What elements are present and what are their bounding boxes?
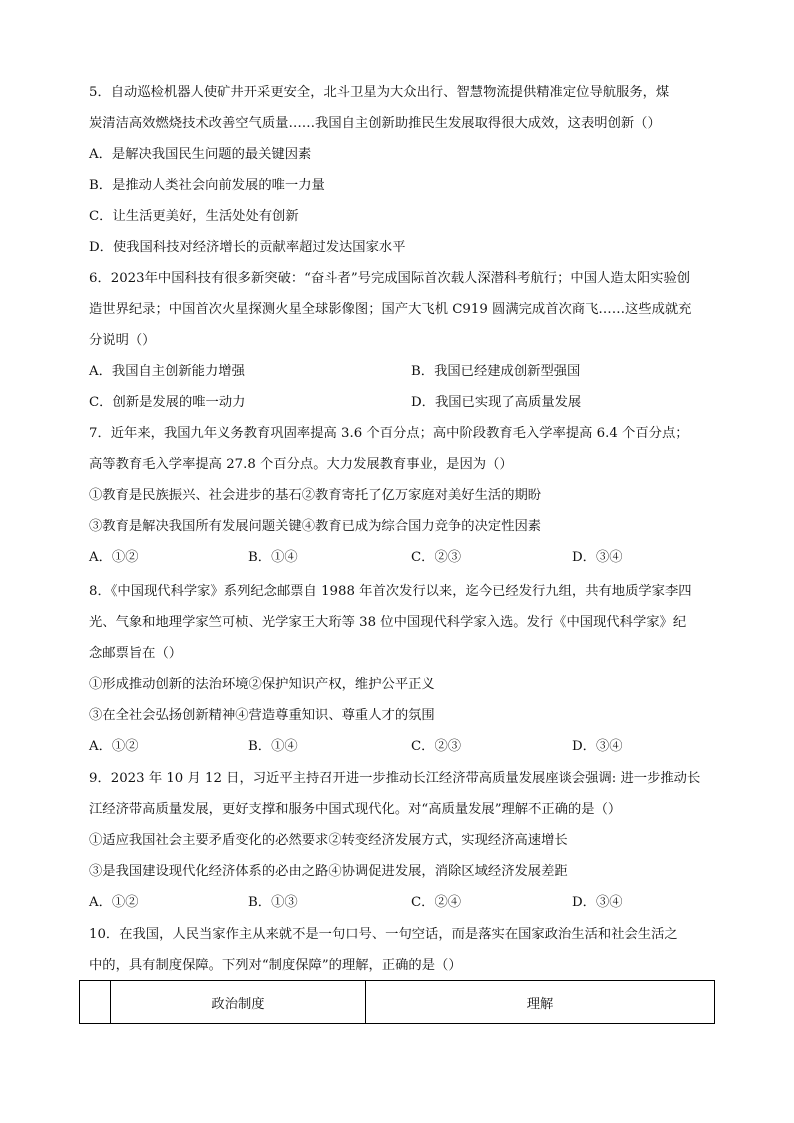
- q5-line-2: 炭清洁高效燃烧技术改善空气质量……我国自主创新助推民生发展取得很大成效，这表明创新（）: [89, 116, 661, 131]
- q9-statement-1: ①适应我国社会主要矛盾变化的必然要求②转变经济发展方式，实现经济高速增长: [89, 833, 568, 848]
- q5-option-a[interactable]: A．是解决我国民生问题的最关键因素: [89, 147, 312, 162]
- q7-option-a[interactable]: A．①②: [89, 550, 139, 565]
- q6-line-1: 6．2023年中国科技有很多新突破：“奋斗者”号完成国际首次载人深潜科考航行；中国人造太阳实验创: [89, 271, 691, 286]
- q7-statement-2: ③教育是解决我国所有发展问题关键④教育已成为综合国力竞争的决定性因素: [89, 519, 542, 534]
- q8-line-3: 念邮票旨在（）: [89, 646, 183, 661]
- q5-option-b[interactable]: B．是推动人类社会向前发展的唯一力量: [89, 178, 325, 193]
- q9-line-2: 江经济带高质量发展，更好支撑和服务中国式现代化。对“高质量发展”理解不正确的是（）: [89, 802, 622, 817]
- q9-option-c[interactable]: C．②④: [411, 895, 462, 910]
- table-header-index: [80, 981, 111, 1024]
- q5-option-c[interactable]: C．让生活更美好，生活处处有创新: [89, 209, 299, 224]
- q8-option-a[interactable]: A．①②: [89, 739, 139, 754]
- q7-line-1: 7．近年来，我国九年义务教育巩固率提高 3.6 个百分点；高中阶段教育毛入学率提高 6.4 个百分点；: [89, 426, 689, 441]
- q6-option-c[interactable]: C．创新是发展的唯一动力: [89, 395, 246, 410]
- q7-statement-1: ①教育是民族振兴、社会进步的基石②教育寄托了亿万家庭对美好生活的期盼: [89, 488, 542, 503]
- q6-line-3: 分说明（）: [89, 333, 156, 348]
- q10-line-1: 10．在我国，人民当家作主从来就不是一句口号、一句空话，而是落实在国家政治生活和社会生活之: [89, 927, 678, 942]
- q7-option-b[interactable]: B．①④: [248, 550, 298, 565]
- table-header-understanding: 理解: [366, 981, 715, 1024]
- q6-option-a[interactable]: A．我国自主创新能力增强: [89, 364, 245, 379]
- q5-option-d[interactable]: D．使我国科技对经济增长的贡献率超过发达国家水平: [89, 240, 406, 255]
- q7-option-c[interactable]: C．②③: [411, 550, 462, 565]
- q9-option-a[interactable]: A．①②: [89, 895, 139, 910]
- table-header-row: [80, 981, 715, 1024]
- table-header-political-system: 政治制度: [111, 981, 366, 1024]
- q6-line-2: 造世界纪录；中国首次火星探测火星全球影像图；国产大飞机 C919 圆满完成首次商飞……这些成就充: [89, 302, 692, 317]
- q8-option-b[interactable]: B．①④: [248, 739, 298, 754]
- q8-line-2: 光、气象和地理学家竺可桢、光学家王大珩等 38 位中国现代科学家入选。发行《中国现代科学家》纪: [89, 615, 687, 630]
- political-system-table: [79, 980, 715, 1024]
- q7-option-d[interactable]: D．③④: [572, 550, 623, 565]
- question-9: [89, 763, 717, 887]
- q8-statement-2: ③在全社会弘扬创新精神④营造尊重知识、尊重人才的氛围: [89, 708, 435, 723]
- q5-line-1: 5．自动巡检机器人使矿井开采更安全，北斗卫星为大众出行、智慧物流提供精准定位导航服务，煤: [89, 85, 670, 100]
- q8-option-d[interactable]: D．③④: [572, 739, 623, 754]
- q9-option-d[interactable]: D．③④: [572, 895, 623, 910]
- q6-option-d[interactable]: D．我国已实现了高质量发展: [411, 395, 582, 410]
- question-8: [89, 576, 717, 731]
- q7-line-2: 高等教育毛入学率提高 27.8 个百分点。大力发展教育事业，是因为（）: [89, 457, 513, 472]
- q8-line-1: 8．《中国现代科学家》系列纪念邮票自 1988 年首次发行以来，迄今已经发行九组，共有地质学家李四: [89, 584, 692, 599]
- question-10: [89, 919, 717, 981]
- q8-option-c[interactable]: C．②③: [411, 739, 462, 754]
- question-6: [89, 263, 717, 356]
- q9-statement-2: ③是我国建设现代化经济体系的必由之路④协调促进发展，消除区域经济发展差距: [89, 864, 568, 879]
- q10-line-2: 中的，具有制度保障。下列对“制度保障”的理解，正确的是（）: [89, 958, 462, 973]
- question-5: [89, 77, 717, 263]
- question-7: [89, 418, 717, 542]
- q9-line-1: 9．2023 年 10 月 12 日，习近平主持召开进一步推动长江经济带高质量发展座谈会强调: 进一步推动长: [89, 771, 701, 786]
- q9-option-b[interactable]: B．①③: [248, 895, 298, 910]
- q8-statement-1: ①形成推动创新的法治环境②保护知识产权，维护公平正义: [89, 677, 435, 692]
- q6-option-b[interactable]: B．我国已经建成创新型强国: [411, 364, 581, 379]
